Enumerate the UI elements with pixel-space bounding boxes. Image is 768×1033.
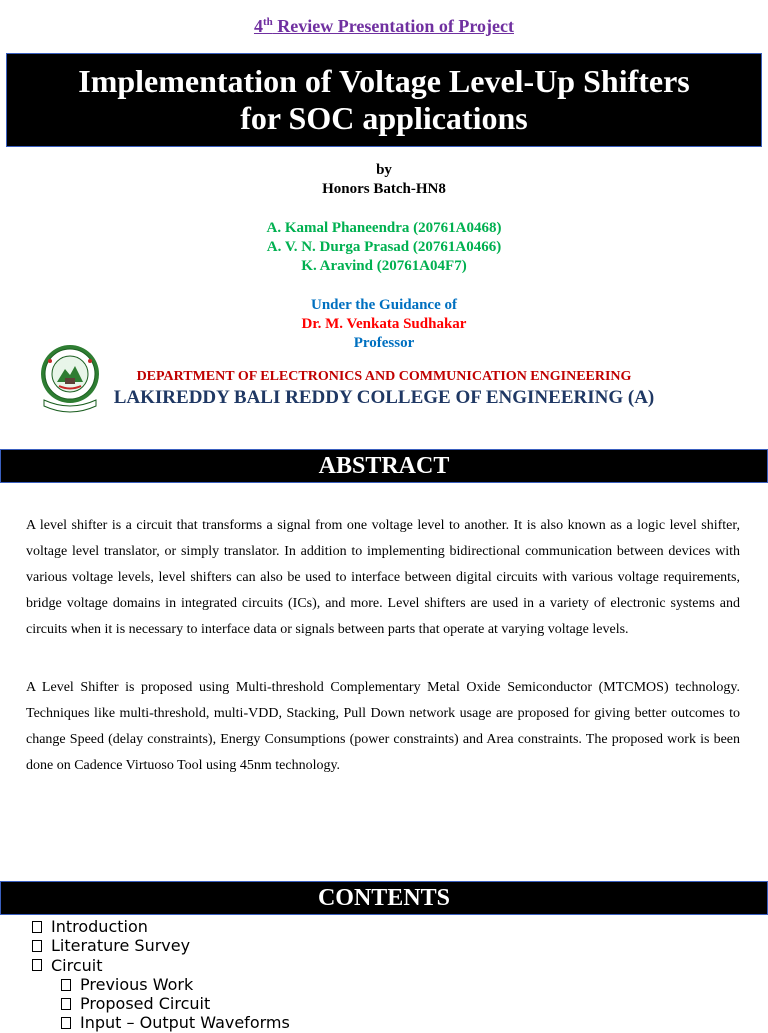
bullet-box-icon [32,921,42,933]
review-number: 4 [253,16,263,36]
abstract-paragraph-1: A level shifter is a circuit that transforms a signal from one voltage level to another. It is also known as a logic level shifter, voltage level translator, or simply translator. In addition to implementing bidirectional communication between devices with various voltage levels, level shifters can also be used to interface between digital circuits with various voltage requirements, bridge voltage domains in integrated circuits (ICs), and more. Level shifters are used in a variety of electronic systems and circuits when it is necessary to interface data or signals between parts that operate at varying voltage levels. [26,518,740,637]
contents-heading: CONTENTS [0,881,768,915]
bullet-box-icon [61,979,71,991]
contents-item-label: Circuit [51,955,103,975]
member-2: A. V. N. Durga Prasad (20761A0466) [266,239,502,255]
batch-name: Honors Batch-HN8 [322,181,446,197]
contents-sub-item [32,994,732,1013]
member-1: A. Kamal Phaneendra (20761A0468) [266,220,502,236]
contents-item-label: Introduction [51,917,148,936]
bullet-box-icon [61,1017,71,1029]
guidance-label: Under the Guidance of [311,297,457,313]
member-3: K. Aravind (20761A04F7) [301,258,467,274]
review-text: Review Presentation of Project [272,16,515,36]
review-heading [0,16,768,37]
contents-sub-item [32,975,732,994]
by-label: by [376,162,392,178]
contents-sub-item [32,1013,732,1032]
contents-item [32,936,732,955]
abstract-heading: ABSTRACT [0,449,768,483]
bullet-box-icon [32,959,42,971]
bullet-box-icon [32,940,42,952]
contents-sub-item-label: Previous Work [80,974,194,994]
abstract-paragraph-2: A Level Shifter is proposed using Multi-threshold Complementary Metal Oxide Semiconductor (MTCMOS) technology. Techniques like multi-threshold, multi-VDD, Stacking, Pull Down network usage are proposed for giving better outcomes to change Speed (delay constraints), Energy Consumptions (power constraints) and Area constraints. The proposed work is been done on Cadence Virtuoso Tool using 45nm technology. [26,680,740,773]
title-line-2: for SOC applications [240,100,528,136]
title-box [6,53,762,147]
contents-item [32,917,732,936]
contents-sub-item-label: Input – Output Waveforms [80,1013,290,1033]
contents-item-label: Literature Survey [51,936,191,956]
review-ordinal: th [262,16,273,28]
guide-name: Dr. M. Venkata Sudhakar [301,316,467,332]
contents-sub-item-label: Proposed Circuit [80,994,211,1014]
college-name: LAKIREDDY BALI REDDY COLLEGE OF ENGINEERING (A) [113,387,655,408]
contents-item [32,956,732,975]
guide-designation: Professor [353,335,415,351]
department-name: DEPARTMENT OF ELECTRONICS AND COMMUNICATION ENGINEERING [136,369,632,384]
bullet-box-icon [61,998,71,1010]
title-line-1: Implementation of Voltage Level-Up Shifters [78,63,690,99]
contents-list [32,917,732,1033]
